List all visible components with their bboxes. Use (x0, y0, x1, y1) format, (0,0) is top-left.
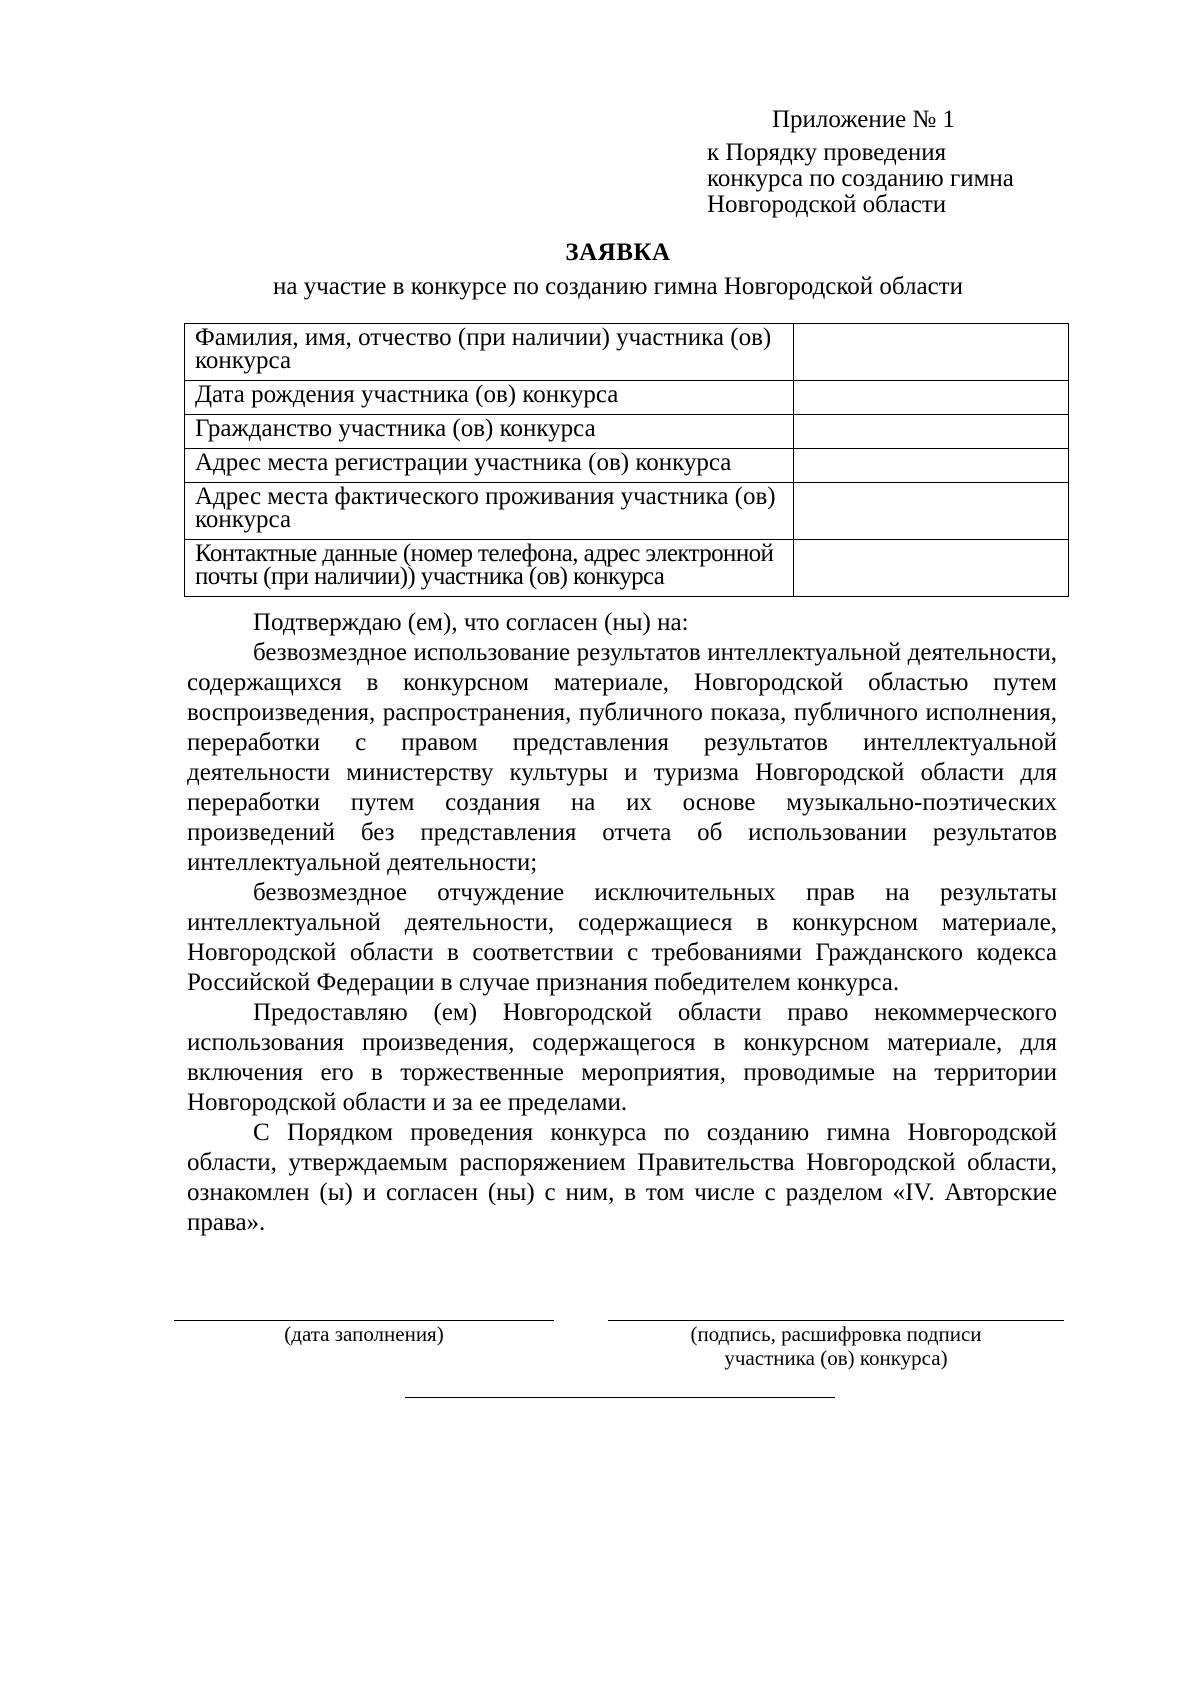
table-row (185, 415, 1069, 449)
field-label: Дата рождения участника (ов) конкурса (185, 381, 794, 415)
signature-caption (608, 1322, 1064, 1370)
consent-text (187, 608, 1057, 1238)
field-value-cell[interactable] (794, 415, 1069, 449)
consent-paragraph: безвозмездное отчуждение исключительных прав на результаты интеллектуальной деятельности, содержащиеся в конкурсном материале, Новгородской области в соответствии с требованиями Гражданского кодекса Российской Федерации в случае признания победителем конкурса. (187, 879, 1057, 996)
table-row (185, 449, 1069, 483)
document-title: ЗАЯВКА (565, 239, 671, 266)
field-label: Гражданство участника (ов) конкурса (185, 415, 794, 449)
annex-reference (707, 140, 1014, 218)
date-line[interactable] (174, 1320, 554, 1321)
application-form-table (184, 323, 1069, 597)
field-value-cell[interactable] (794, 324, 1069, 381)
signature-caption-line: участника (ов) конкурса) (724, 1346, 948, 1370)
annex-reference-line: к Порядку проведения (707, 139, 947, 166)
field-value-cell[interactable] (794, 381, 1069, 415)
consent-paragraph: безвозмездное использование результатов интеллектуальной деятельности, содержащихся в конкурсном материале, Новгородской областью путем воспроизведения, распространения, публичного показа, публичного исполнения, переработки с правом представления результатов интеллектуальной деятельности министерству культуры и туризма Новгородской области для переработки путем создания на их основе музыкально-поэтических произведений без представления отчета об использовании результатов интеллектуальной деятельности; (187, 639, 1057, 876)
field-value-cell[interactable] (794, 449, 1069, 483)
consent-paragraph: Предоставляю (ем) Новгородской области право некоммерческого использования произведения, содержащегося в конкурсном материале, для включения его в торжественные мероприятия, проводимые на территории Новгородской области и за ее пределами. (187, 999, 1057, 1116)
date-caption: (дата заполнения) (284, 1322, 444, 1346)
annex-reference-line: конкурса по созданию гимна (707, 165, 1014, 192)
table-row (185, 381, 1069, 415)
field-label: Контактные данные (номер телефона, адрес электронной почты (при наличии)) участника (ов) конкурса (185, 540, 794, 597)
field-label: Адрес места фактического проживания участника (ов) конкурса (185, 483, 794, 540)
field-label: Адрес места регистрации участника (ов) конкурса (185, 449, 794, 483)
table-row (185, 540, 1069, 597)
signature-caption-line: (подпись, расшифровка подписи (690, 1322, 982, 1346)
annex-number: Приложение № 1 (772, 106, 956, 133)
field-value-cell[interactable] (794, 483, 1069, 540)
consent-intro: Подтверждаю (ем), что согласен (ны) на: (253, 609, 689, 636)
table-row (185, 324, 1069, 381)
table-row (185, 483, 1069, 540)
annex-reference-line: Новгородской области (707, 191, 947, 218)
document-subtitle: на участие в конкурсе по созданию гимна Новгородской области (273, 273, 963, 300)
signature-line[interactable] (608, 1320, 1064, 1321)
consent-paragraph: С Порядком проведения конкурса по созданию гимна Новгородской области, утверждаемым распоряжением Правительства Новгородской области, ознакомлен (ы) и согласен (ны) с ним, в том числе с разделом «IV. Авторские права». (187, 1119, 1057, 1236)
bottom-divider (405, 1397, 835, 1398)
field-value-cell[interactable] (794, 540, 1069, 597)
field-label: Фамилия, имя, отчество (при наличии) участника (ов) конкурса (185, 324, 794, 381)
